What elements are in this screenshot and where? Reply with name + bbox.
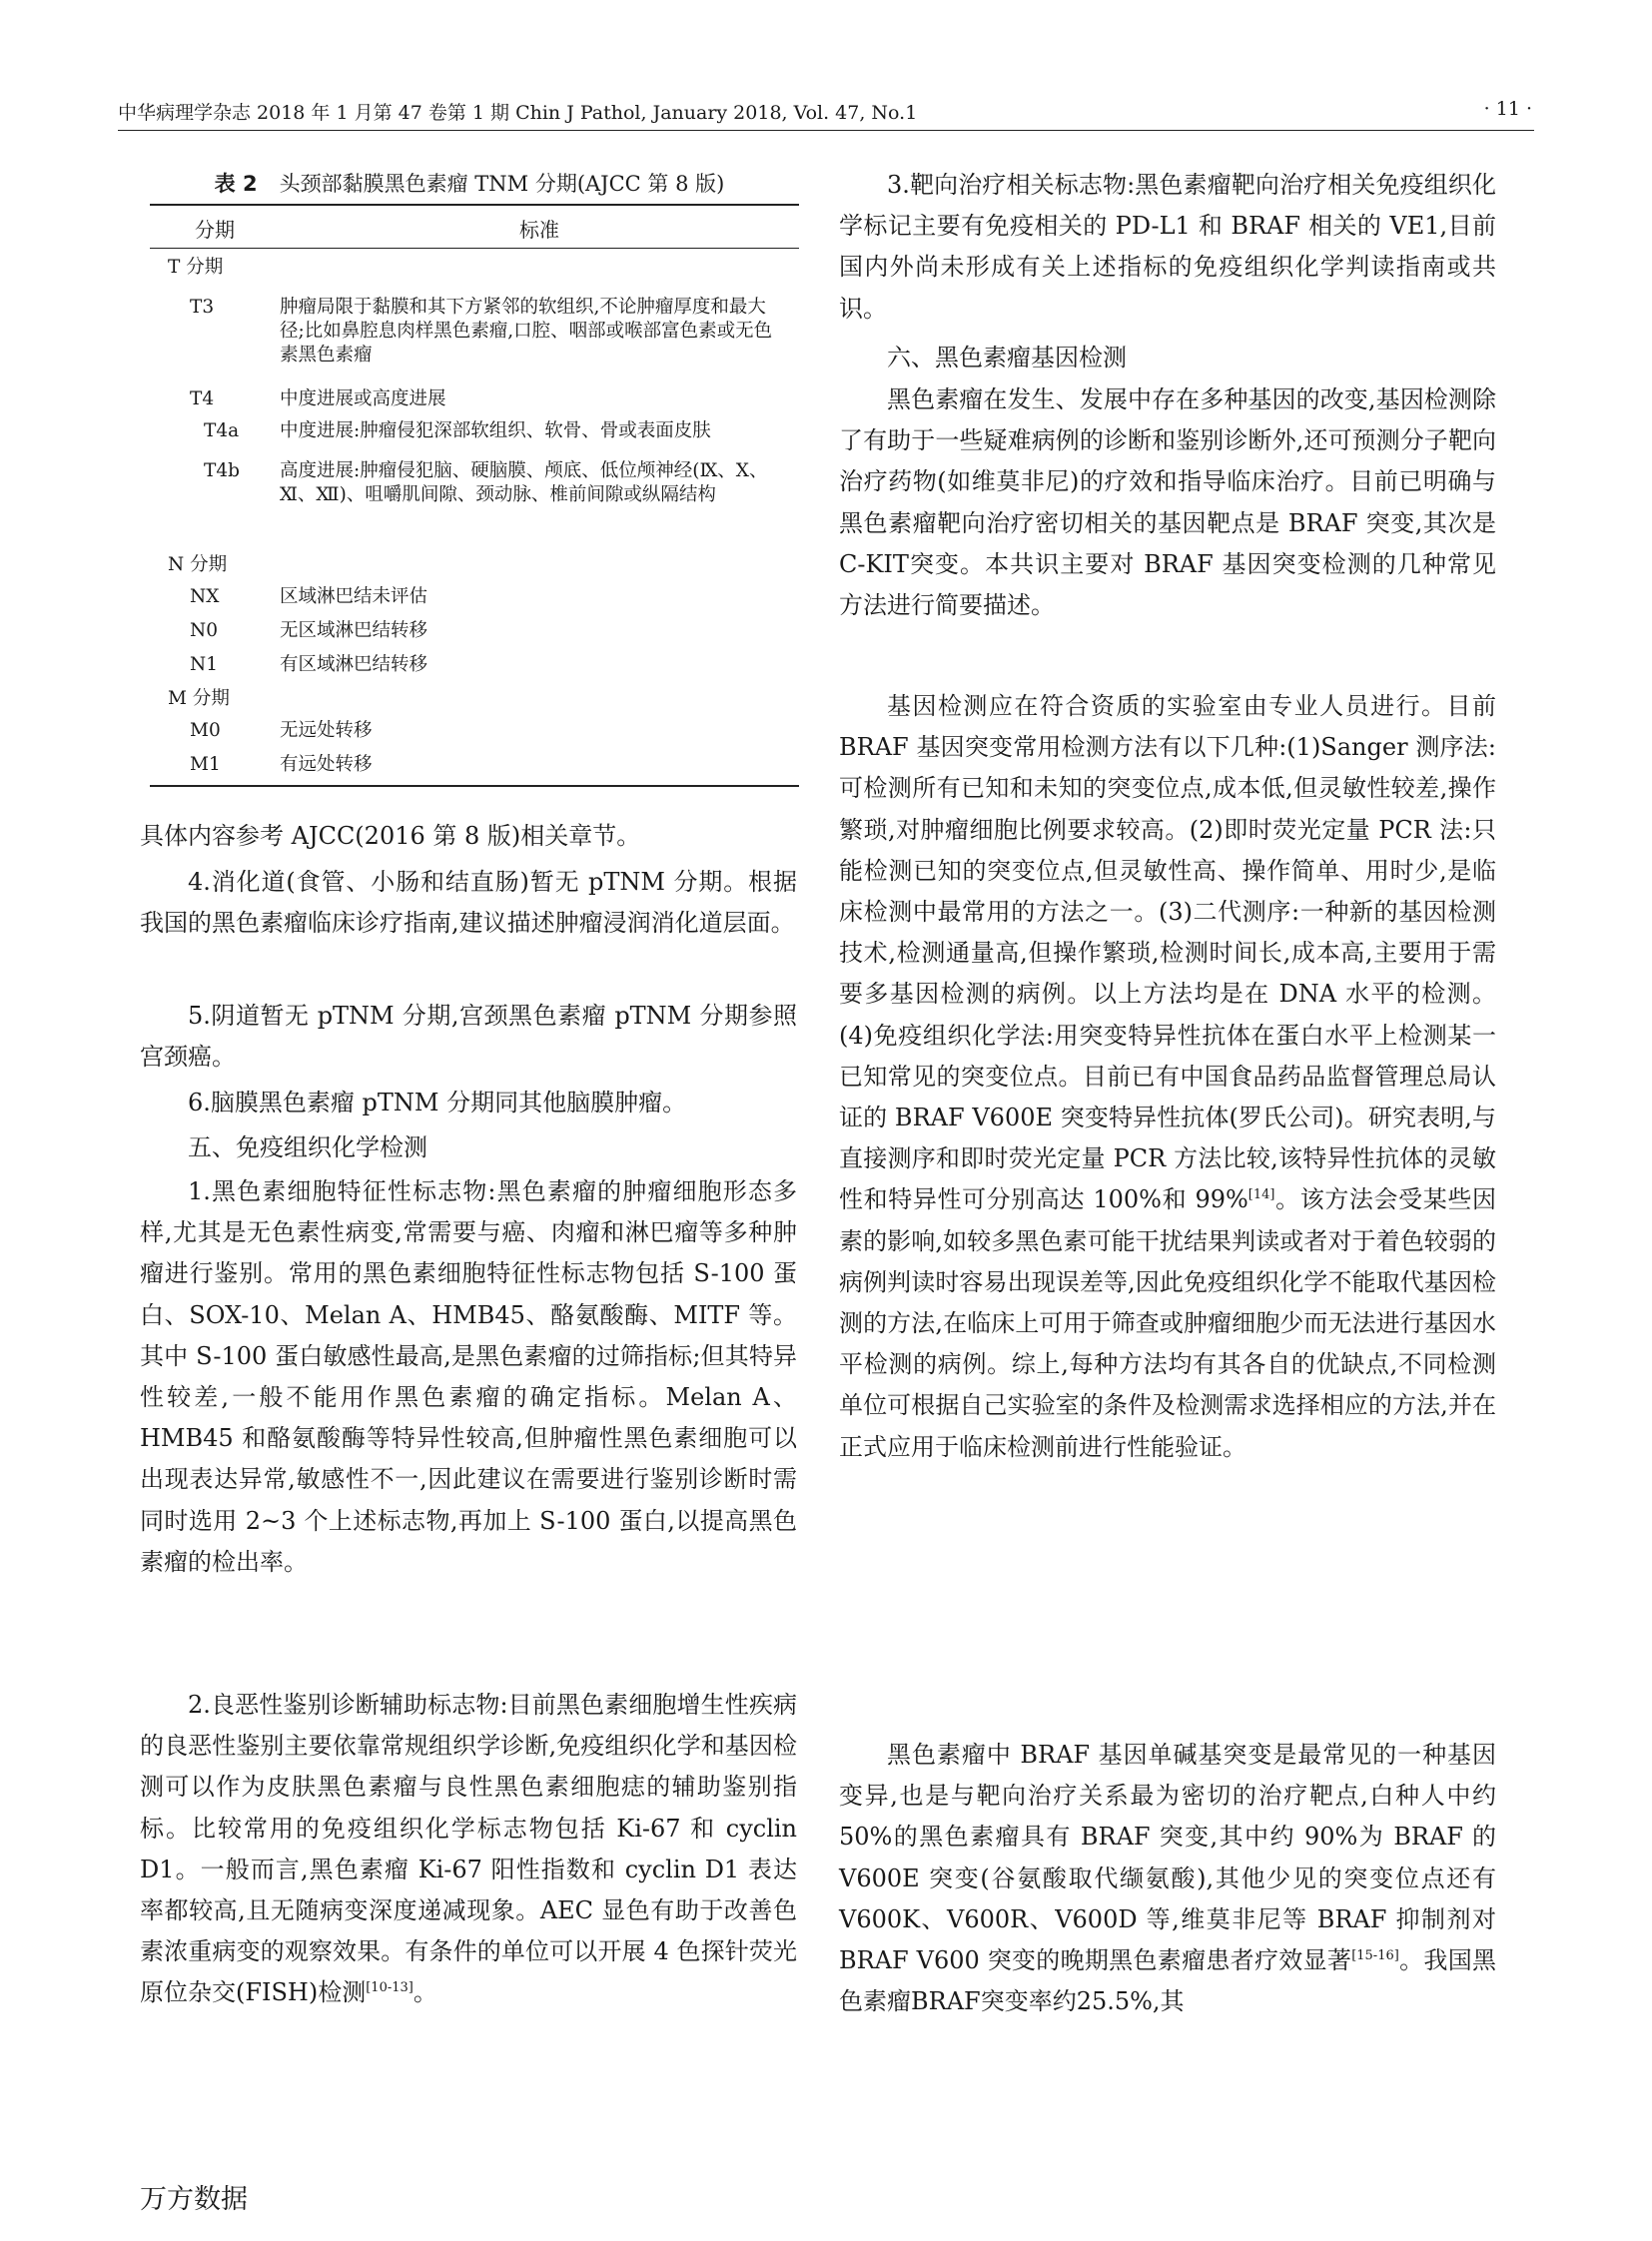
paragraph: 6.脑膜黑色素瘤 pTNM 分期同其他脑膜肿瘤。 xyxy=(188,1089,687,1117)
paragraph: 5.阴道暂无 pTNM 分期,宫颈黑色素瘤 pTNM 分期参照宫颈癌。 xyxy=(140,1002,797,1072)
paragraph xyxy=(140,1685,797,2014)
citation-ref: [10-13] xyxy=(366,1980,413,1996)
paragraph: 黑色素瘤在发生、发展中存在多种基因的改变,基因检测除了有助于一些疑难病例的诊断和鉴别诊断外,还可预测分子靶向治疗药物(如维莫非尼)的疗效和指导临床治疗。目前已明确与黑色素瘤靶向治疗密切相关的基因靶点是 BRAF 突变,其次是 C-KIT突变。本共识主要对 BRAF 基因突变检测的几种常见方法进行简要描述。 xyxy=(839,385,1496,620)
table-header-rule xyxy=(150,248,799,249)
table-col-stage: 分期 xyxy=(195,218,235,242)
paragraph: 具体内容参考 AJCC(2016 第 8 版)相关章节。 xyxy=(140,822,641,850)
table-cell-stage: M1 xyxy=(190,754,221,775)
paragraph-text: 。该方法会受某些因素的影响,如较多黑色素可能干扰结果判读或者对于着色较弱的病例判读时容易出现误差等,因此免疫组织化学不能取代基因检测的方法,在临床上可用于筛查或肿瘤细胞少而无法进行基因水平检测的病例。综上,每种方法均有其各自的优缺点,不同检测单位可根据自己实验室的条件及检测需求选择相应的方法,并在正式应用于临床检测前进行性能验证。 xyxy=(839,1185,1496,1461)
paragraph xyxy=(839,1735,1496,2022)
table-cell-criteria: 有区域淋巴结转移 xyxy=(280,654,428,675)
table-caption xyxy=(150,168,789,198)
paragraph: 1.黑色素细胞特征性标志物:黑色素瘤的肿瘤细胞形态多样,尤其是无色素性病变,常需要与癌、肉瘤和淋巴瘤等多种肿瘤进行鉴别。常用的黑色素细胞特征性标志物包括 S-100 蛋白、SOX-10、Melan A、HMB45、酪氨酸酶、MITF 等。其中 S-100 蛋白敏感性最高,是黑色素瘤的过筛指标;但其特异性较差,一般不能用作黑色素瘤的确定指标。Melan A、HMB45 和酪氨酸酶等特异性较高,但肿瘤性黑色素细胞可以出现表达异常,敏感性不一,因此建议在需要进行鉴别诊断时需同时选用 2~3 个上述标志物,再加上 S-100 蛋白,以提高黑色素瘤的检出率。 xyxy=(140,1177,797,1576)
table-cell-criteria: 中度进展或高度进展 xyxy=(280,388,446,409)
paragraph: 3.靶向治疗相关标志物:黑色素瘤靶向治疗相关免疫组织化学标记主要有免疫相关的 PD-L1 和 BRAF 相关的 VE1,目前国内外尚未形成有关上述指标的免疫组织化学判读指南或共识。 xyxy=(839,171,1496,323)
table-cell-criteria: 区域淋巴结未评估 xyxy=(280,586,428,607)
table-cell-stage: M0 xyxy=(190,720,221,741)
table-cell-stage: T 分期 xyxy=(168,257,224,278)
table-bottom-rule xyxy=(150,785,799,787)
table-cell-criteria: 中度进展:肿瘤侵犯深部软组织、软骨、骨或表面皮肤 xyxy=(280,420,711,441)
table-cell-stage: T4a xyxy=(204,420,240,441)
citation-ref: [14] xyxy=(1247,1187,1275,1203)
running-header xyxy=(118,96,1534,131)
table-cell-criteria: 有远处转移 xyxy=(280,754,373,775)
table-cell-criteria: 无远处转移 xyxy=(280,720,373,741)
paragraph-text: 黑色素瘤中 BRAF 基因单碱基突变是最常见的一种基因变异,也是与靶向治疗关系最为密切的治疗靶点,白种人中约 50%的黑色素瘤具有 BRAF 突变,其中约 90%为 BRAF 的 V600E 突变(谷氨酸取代缬氨酸),其他少见的突变位点还有 V600K、V600R、V600D 等,维莫非尼等 BRAF 抑制剂对 BRAF V600 突变的晚期黑色素瘤患者疗效显著 xyxy=(839,1741,1496,1975)
table-cell-criteria: 高度进展:肿瘤侵犯脑、硬脑膜、颅底、低位颅神经(Ⅸ、Ⅹ、Ⅺ、Ⅻ)、咀嚼肌间隙、颈动脉、椎前间隙或纵隔结构 xyxy=(280,460,768,505)
paragraph-text: 。我国黑色素瘤BRAF突变率约25.5%,其 xyxy=(839,1946,1497,2016)
page-number: · 11 · xyxy=(1483,98,1532,120)
table-top-rule xyxy=(150,204,799,206)
table-cell-stage: N1 xyxy=(190,654,218,675)
paragraph: 4.消化道(食管、小肠和结直肠)暂无 pTNM 分期。根据我国的黑色素瘤临床诊疗指南,建议描述肿瘤浸润消化道层面。 xyxy=(140,868,797,938)
paragraph-text: 基因检测应在符合资质的实验室由专业人员进行。目前 BRAF 基因突变常用检测方法有以下几种:(1)Sanger 测序法:可检测所有已知和未知的突变位点,成本低,但灵敏性较差,操作繁琐,对肿瘤细胞比例要求较高。(2)即时荧光定量 PCR 法:只能检测已知的突变位点,但灵敏性高、操作简单、用时少,是临床检测中最常用的方法之一。(3)二代测序:一种新的基因检测技术,检测通量高,但操作繁琐,检测时间长,成本高,主要用于需要多基因检测的病例。以上方法均是在 DNA 水平的检测。(4)免疫组织化学法:用突变特异性抗体在蛋白水平上检测某一已知常见的突变位点。目前已有中国食品药品监督管理总局认证的 BRAF V600E 突变特异性抗体(罗氏公司)。研究表明,与直接测序和即时荧光定量 PCR 方法比较,该特异性抗体的灵敏性和特异性可分别高达 100%和 99% xyxy=(839,692,1496,1214)
paragraph-text: 。 xyxy=(413,1978,437,2007)
table-cell-stage: M 分期 xyxy=(168,688,230,709)
table-cell-stage: T4b xyxy=(204,460,240,481)
table-cell-stage: NX xyxy=(190,586,220,607)
citation-ref: [15-16] xyxy=(1351,1948,1399,1964)
wanfang-watermark: 万方数据 xyxy=(140,2184,248,2215)
table-cell-criteria: 肿瘤局限于黏膜和其下方紧邻的软组织,不论肿瘤厚度和最大径;比如鼻腔息肉样黑色素瘤,口腔、咽部或喉部富色素或无色素黑色素瘤 xyxy=(280,297,773,366)
table-cell-stage: N0 xyxy=(190,620,218,641)
paragraph xyxy=(839,686,1496,1468)
paragraph-text: 2.良恶性鉴别诊断辅助标志物:目前黑色素细胞增生性疾病的良恶性鉴别主要依靠常规组织学诊断,免疫组织化学和基因检测可以作为皮肤黑色素瘤与良性黑色素细胞痣的辅助鉴别指标。比较常用的免疫组织化学标志物包括 Ki-67 和 cyclin D1。一般而言,黑色素瘤 Ki-67 阳性指数和 cyclin D1 表达率都较高,且无随病变深度递减现象。AEC 显色有助于改善色素浓重病变的观察效果。有条件的单位可以开展 4 色探针荧光原位杂交(FISH)检测 xyxy=(140,1691,797,2007)
table-cell-stage: T4 xyxy=(190,388,215,409)
table-cell-criteria: 无区域淋巴结转移 xyxy=(280,620,428,641)
table-cell-stage: T3 xyxy=(190,297,215,318)
table-title: 头颈部黏膜黑色素瘤 TNM 分期(AJCC 第 8 版) xyxy=(279,172,725,196)
section-heading: 六、黑色素瘤基因检测 xyxy=(887,344,1127,372)
journal-citation: 中华病理学杂志 2018 年 1 月第 47 卷第 1 期 Chin J Pathol, January 2018, Vol. 47, No.1 xyxy=(118,102,918,124)
section-heading: 五、免疫组织化学检测 xyxy=(188,1133,427,1161)
table-label: 表 2 xyxy=(214,172,258,196)
table-col-criteria: 标准 xyxy=(519,218,559,242)
table-cell-stage: N 分期 xyxy=(168,554,228,575)
